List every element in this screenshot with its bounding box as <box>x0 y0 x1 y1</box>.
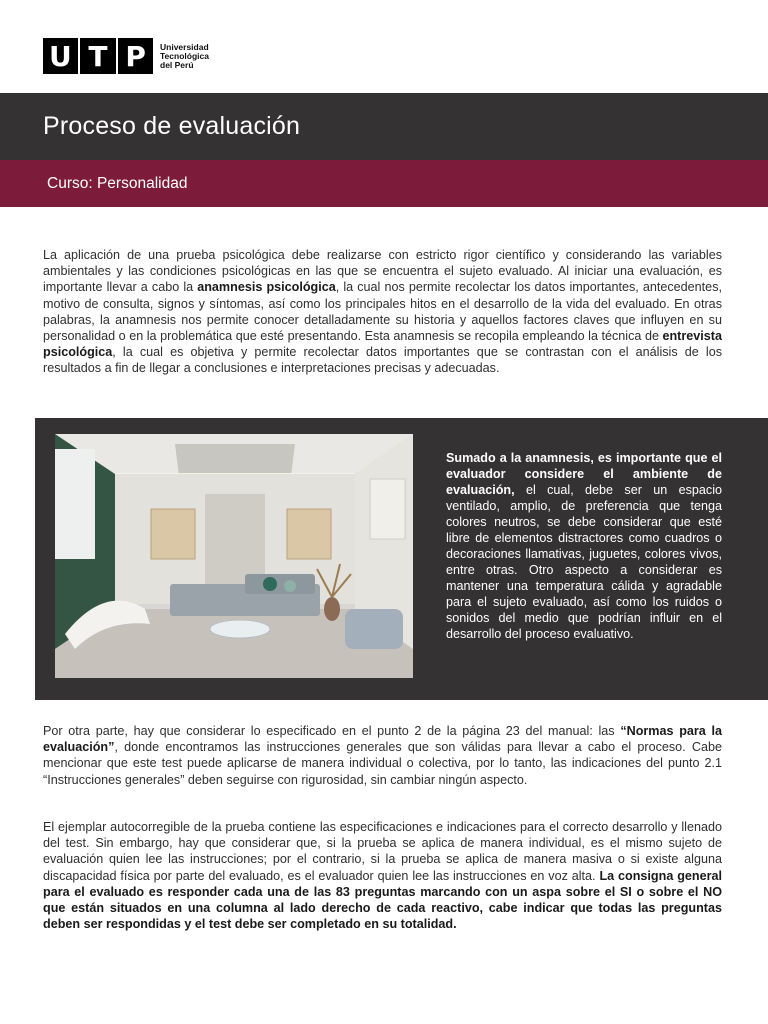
logo-letter-u: U <box>49 39 72 73</box>
environment-highlight-box <box>35 418 768 700</box>
utp-logo-mark <box>43 38 153 74</box>
norms-text-2: , donde encontramos las instrucciones generales que son válidas para llevar a cabo el proceso. Cabe mencionar que este test puede aplicarse de manera individual o colectiva, por lo tanto, las indicaciones del punto 2.1 “Instrucciones generales” deben seguirse con rigurosidad, sin cambiar ningún aspecto. <box>43 740 722 787</box>
intro-paragraph <box>43 247 722 377</box>
norms-text-1: Por otra parte, hay que considerar lo especificado en el punto 2 de la página 23 del manual: las <box>43 724 621 738</box>
university-name-line3: del Perú <box>160 59 194 70</box>
intro-text-3: , la cual es objetiva y permite recolectar datos importantes que se contrastan con el análisis de los resultados a fin de llegar a conclusiones e interpretaciones precisas y adecuadas. <box>43 345 722 376</box>
university-name-line1: Universidad <box>160 41 209 52</box>
norms-paragraph <box>43 723 722 788</box>
course-band <box>0 160 768 207</box>
instructions-bold-1: La consigna general para el evaluado es responder cada una de las 83 preguntas marcando con un aspa sobre el SI o sobre el NO que están situados en una columna al lado derecho de cada reactivo, cabe indicar que todas las preguntas deben ser respondidas y el test debe ser completado en su totalidad. <box>43 868 723 932</box>
university-name <box>160 43 209 70</box>
evaluation-room-photo <box>55 434 413 678</box>
intro-text-2: , la cual nos permite recolectar los datos importantes, antecedentes, motivo de consulta, signos y síntomas, así como los principales hitos en el desarrollo de la vida del evaluado. En otras palabras, la anamnesis nos permite conocer detalladamente su historia y aquellos factores claves que influyen en su personalidad o en la problemática que esté presentando. Esta anamnesis se recopila empleando la técnica de <box>43 280 722 344</box>
norms-bold-1: “Normas para la evaluación” <box>43 724 722 755</box>
environment-text <box>446 450 722 642</box>
utp-logo <box>43 38 209 74</box>
environment-bold-text: Sumado a la anamnesis, es importante que el evaluador considere el ambiente de evaluación, <box>446 451 722 497</box>
logo-letter-p: P <box>125 39 146 73</box>
instructions-paragraph <box>43 819 722 932</box>
course-label: Curso: Personalidad <box>47 175 188 192</box>
intro-bold-1: anamnesis psicológica <box>197 280 336 295</box>
logo-letter-t: T <box>88 39 108 73</box>
environment-body-text: el cual, debe ser un espacio ventilado, amplio, de preferencia que tenga colores neutros, se debe considerar que esté libre de elementos distractores como cuadros o decoraciones llamativas, juguetes, colores vivos, entre otras. Otro aspecto a considerar es mantener una temperatura cálida y agradable para el sujeto evaluado, así como los ruidos o sonidos del medio que podrían influir en el desarrollo del proceso evaluativo. <box>446 483 722 641</box>
university-name-line2: Tecnológica <box>160 50 209 61</box>
page-title: Proceso de evaluación <box>43 112 301 140</box>
intro-bold-2: entrevista psicológica <box>43 329 722 360</box>
room-illustration <box>55 434 413 678</box>
intro-text-1: La aplicación de una prueba psicológica debe realizarse con estricto rigor científico y considerando las variables ambientales y las condiciones psicológicas en las que se encuentra el sujeto evaluado. Al iniciar una evaluación, es importante llevar a cabo la <box>43 248 722 295</box>
title-band <box>0 93 768 160</box>
instructions-text-1: El ejemplar autocorregible de la prueba contiene las especificaciones e indicaciones para el correcto desarrollo y llenado del test. Sin embargo, hay que considerar que, si la prueba se aplica de manera individual, es el mismo sujeto de evaluación quien lee las instrucciones; por el contrario, si la prueba se aplica de manera masiva o si existe alguna discapacidad física por parte del evaluado, es el evaluador quien lee las instrucciones en voz alta. <box>43 820 722 883</box>
